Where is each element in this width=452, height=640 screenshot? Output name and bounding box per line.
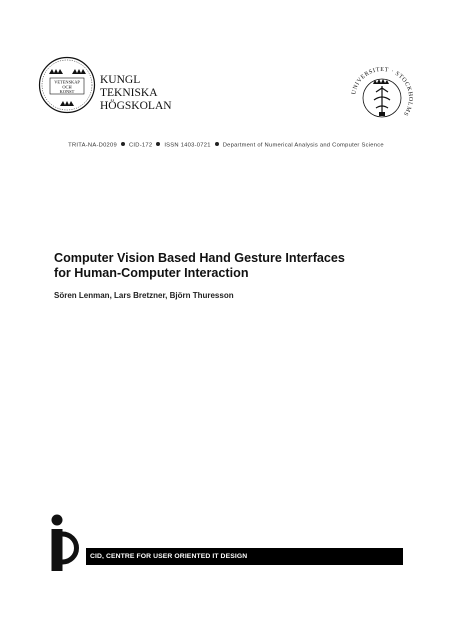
kth-name-line-3: HÖGSKOLAN	[100, 100, 172, 112]
document-title	[54, 251, 345, 281]
kth-seal-line-2: OCH	[62, 84, 72, 90]
su-seal-logo	[348, 64, 416, 132]
department-name: Department of Numerical Analysis and Computer Science	[222, 142, 384, 149]
su-seal-ring-text: UNIVERSITET · STOCKHOLMS	[351, 66, 414, 117]
torch-icon	[374, 86, 390, 112]
kth-name-line-2: TEKNISKA	[100, 87, 158, 99]
report-info-line	[0, 142, 452, 149]
title-line-1: Computer Vision Based Hand Gesture Interfaces	[54, 251, 345, 265]
cid-number: CID-172	[128, 142, 153, 149]
kth-seal-logo	[38, 56, 96, 114]
kth-name	[100, 74, 172, 113]
cid-logo-icon	[48, 512, 82, 574]
kth-seal-line-3: KONST	[59, 89, 75, 95]
kth-name-line-1: KUNGL	[100, 74, 141, 86]
kth-seal-line-1: VETENSKAP	[54, 79, 80, 85]
bullet-icon	[156, 142, 160, 146]
report-number: TRITA-NA-D0209	[68, 142, 117, 149]
cid-footer-bar: CID, CENTRE FOR USER ORIENTED IT DESIGN	[86, 548, 403, 565]
title-line-2: for Human-Computer Interaction	[54, 266, 249, 280]
authors: Sören Lenman, Lars Bretzner, Björn Thuresson	[54, 291, 234, 300]
bullet-icon	[121, 142, 125, 146]
bullet-icon	[215, 142, 219, 146]
issn-number: ISSN 1403-0721	[164, 142, 211, 149]
